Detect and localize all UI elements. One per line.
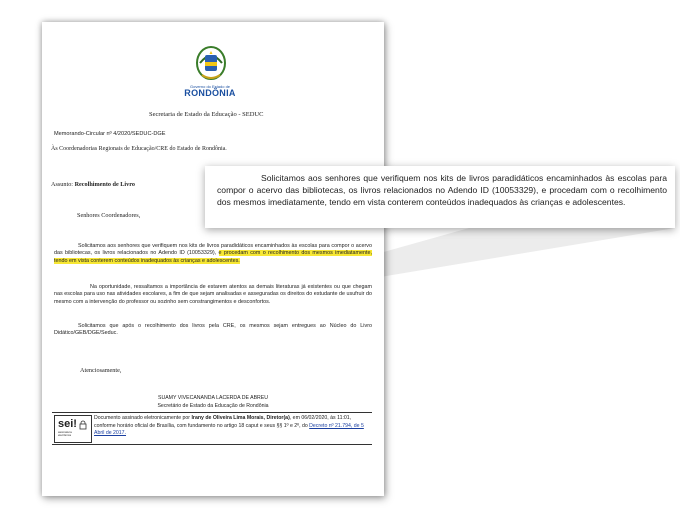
paragraph-3-text: Solicitamos que após o recolhimento dos livros pela CRE, os mesmos sejam entregues ao Núcleo do Livro Didático/GEB/DGE/Seduc. bbox=[54, 323, 372, 337]
government-line: Governo do Estado de bbox=[189, 84, 231, 89]
state-emblem-icon bbox=[194, 43, 228, 85]
signature-signer: Irany de Oliveira Lima Morais, Diretor(a) bbox=[191, 415, 290, 421]
subject-line bbox=[51, 181, 135, 188]
paragraph-1 bbox=[54, 243, 372, 265]
department-title: Secretaria de Estado da Educação - SEDUC bbox=[149, 111, 264, 118]
paragraph-2 bbox=[54, 284, 372, 306]
sei-caption bbox=[58, 431, 72, 438]
subject-value: Recolhimento de Livro bbox=[74, 181, 135, 188]
paragraph-1-highlight: e procedam com o recolhimento dos mesmos imediatamente, tendo em vista conterem conteúdos inadequados às crianças e adolescentes. bbox=[54, 250, 372, 264]
recipient-line: Às Coordenadorias Regionais de Educação/CRE do Estado de Rondônia. bbox=[51, 146, 227, 152]
sei-logo: sei! bbox=[58, 418, 77, 430]
closing: Atenciosamente, bbox=[80, 367, 122, 374]
signature-text bbox=[94, 415, 372, 438]
signer-role: Secretário de Estado da Educação de Rondônia bbox=[157, 403, 269, 409]
paragraph-3 bbox=[54, 323, 372, 338]
divider-top bbox=[52, 412, 372, 413]
divider-bottom bbox=[52, 444, 372, 445]
state-name: RONDÔNIA bbox=[184, 88, 236, 98]
sei-caption-1: assinatura bbox=[58, 430, 72, 434]
memo-number: Memorando-Circular nº 4/2020/SEDUC-DGE bbox=[54, 131, 166, 137]
lock-icon bbox=[79, 420, 87, 430]
signature-text-2: , em 06/02/2020, às 11:01, conforme horário oficial de Brasília, com fundamento no artigo 18 caput e seus §§ 1º e 2º, do bbox=[94, 415, 352, 429]
paragraph-2-text: Na oportunidade, ressaltamos a importância de estarem atentos as demais literaturas já existentes ou que chegam nas escolas para uso nas atividades escolares, a fim de que sejam analisadas e asseguradas os direitos do estudante de usufruir do mesmo com a intervenção do professor ou sozinho sem constrangimentos e desconfortos. bbox=[54, 284, 372, 305]
paragraph-1-text: Solicitamos aos senhores que verifiquem nos kits de livros paradidáticos encaminhados às escolas para compor o acervo das bibliotecas, os livros relacionados no Adendo ID (10053329), bbox=[54, 243, 372, 257]
subject-label: Assunto: bbox=[51, 181, 74, 188]
zoom-callout bbox=[205, 166, 675, 228]
signature-text-1: Documento assinado eletronicamente por bbox=[94, 415, 191, 421]
sei-seal bbox=[54, 415, 92, 443]
zoom-callout-text: Solicitamos aos senhores que verifiquem nos kits de livros paradidáticos encaminhados às escolas para compor o acervo das bibliotecas, os livros relacionados no Adendo ID (10053329), e procedam com o recolhimento dos mesmos imediatamente, tendo em vista conterem conteúdos inadequados às crianças e adolescentes. bbox=[217, 173, 667, 208]
signer-name: SUAMY VIVECANANDA LACERDA DE ABREU bbox=[157, 395, 269, 401]
sei-caption-2: eletrônica bbox=[58, 433, 72, 438]
decree-link[interactable]: Decreto nº 21.794, de 5 Abril de 2017. bbox=[94, 422, 364, 437]
salutation: Senhores Coordenadores, bbox=[77, 212, 141, 219]
